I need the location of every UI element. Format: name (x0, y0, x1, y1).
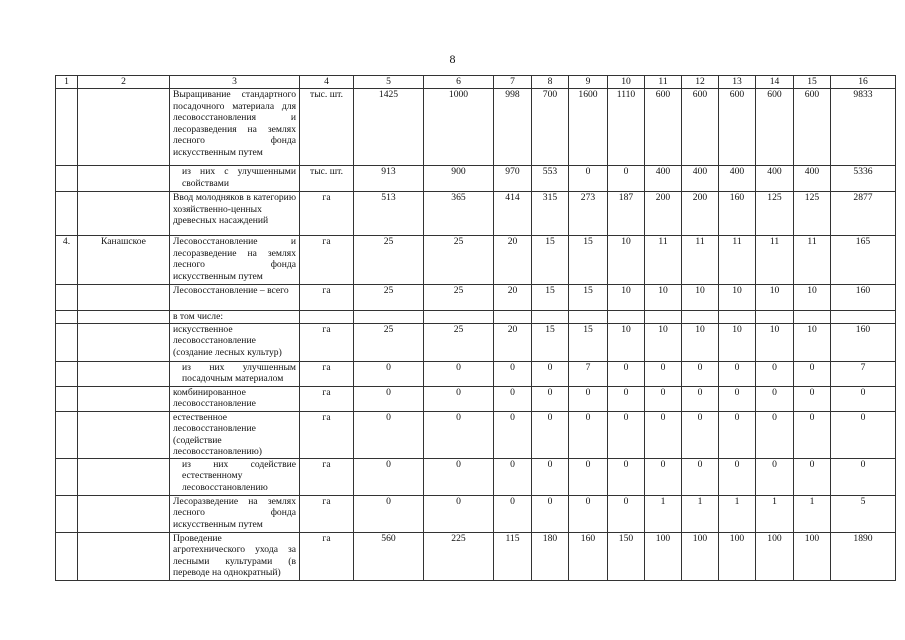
value-cell (831, 311, 896, 324)
value-cell: 0 (354, 361, 424, 386)
value-cell: 100 (756, 532, 794, 580)
district-cell (78, 89, 170, 166)
value-cell: 10 (645, 285, 682, 311)
indicator-cell: Лесоразведение на землях лесного фонда искусственным путем (170, 495, 300, 532)
indicator-cell: из них содействие естественному лесовосстановлению (170, 458, 300, 495)
unit-cell: тыс. шт. (300, 166, 354, 192)
value-cell: 0 (424, 495, 494, 532)
value-cell: 998 (494, 89, 532, 166)
value-cell: 0 (569, 166, 608, 192)
value-cell: 165 (831, 236, 896, 285)
unit-cell: га (300, 495, 354, 532)
value-cell: 25 (424, 285, 494, 311)
indicator-cell: из них улучшенным посадочным материалом (170, 361, 300, 386)
indicator-cell: Лесовосстановление – всего (170, 285, 300, 311)
value-cell: 0 (494, 411, 532, 458)
row-number-cell (56, 458, 78, 495)
district-cell (78, 458, 170, 495)
value-cell: 0 (831, 411, 896, 458)
value-cell: 0 (424, 361, 494, 386)
value-cell: 0 (608, 361, 645, 386)
value-cell: 400 (719, 166, 756, 192)
value-cell: 0 (532, 386, 569, 411)
value-cell: 400 (682, 166, 719, 192)
value-cell: 10 (608, 285, 645, 311)
column-number-cell: 5 (354, 76, 424, 89)
value-cell: 0 (682, 411, 719, 458)
row-number-cell (56, 285, 78, 311)
value-cell: 0 (794, 411, 831, 458)
value-cell: 0 (794, 361, 831, 386)
value-cell: 273 (569, 192, 608, 236)
value-cell (532, 311, 569, 324)
value-cell: 1 (645, 495, 682, 532)
value-cell: 0 (794, 386, 831, 411)
value-cell: 20 (494, 323, 532, 361)
table-row (56, 236, 896, 285)
value-cell: 100 (719, 532, 756, 580)
value-cell (719, 311, 756, 324)
value-cell: 0 (756, 411, 794, 458)
value-cell: 115 (494, 532, 532, 580)
value-cell: 0 (494, 458, 532, 495)
value-cell: 553 (532, 166, 569, 192)
value-cell: 0 (682, 361, 719, 386)
value-cell: 1110 (608, 89, 645, 166)
value-cell: 25 (354, 236, 424, 285)
unit-cell (300, 311, 354, 324)
value-cell: 0 (682, 386, 719, 411)
row-number-cell (56, 386, 78, 411)
value-cell: 0 (645, 386, 682, 411)
row-number-cell (56, 411, 78, 458)
value-cell: 400 (756, 166, 794, 192)
value-cell: 0 (532, 495, 569, 532)
value-cell: 100 (682, 532, 719, 580)
value-cell: 7 (831, 361, 896, 386)
value-cell: 365 (424, 192, 494, 236)
value-cell: 0 (756, 361, 794, 386)
value-cell: 0 (645, 411, 682, 458)
table-row (56, 411, 896, 458)
value-cell: 0 (719, 361, 756, 386)
value-cell: 0 (608, 166, 645, 192)
value-cell: 10 (719, 323, 756, 361)
value-cell: 200 (645, 192, 682, 236)
value-cell: 0 (719, 458, 756, 495)
value-cell (608, 311, 645, 324)
value-cell: 0 (569, 458, 608, 495)
value-cell: 1 (719, 495, 756, 532)
value-cell (424, 311, 494, 324)
value-cell: 0 (569, 386, 608, 411)
value-cell: 315 (532, 192, 569, 236)
table-row (56, 311, 896, 324)
row-number-cell (56, 311, 78, 324)
column-number-cell: 6 (424, 76, 494, 89)
table-row (56, 323, 896, 361)
unit-cell: тыс. шт. (300, 89, 354, 166)
value-cell: 0 (645, 361, 682, 386)
value-cell: 1425 (354, 89, 424, 166)
table-row (56, 89, 896, 166)
value-cell: 1890 (831, 532, 896, 580)
value-cell (569, 311, 608, 324)
value-cell: 0 (756, 458, 794, 495)
value-cell: 1600 (569, 89, 608, 166)
value-cell: 0 (608, 386, 645, 411)
value-cell: 600 (756, 89, 794, 166)
column-number-cell: 4 (300, 76, 354, 89)
value-cell: 400 (794, 166, 831, 192)
value-cell: 0 (831, 458, 896, 495)
row-number-cell (56, 495, 78, 532)
value-cell: 5336 (831, 166, 896, 192)
value-cell: 400 (645, 166, 682, 192)
value-cell: 11 (794, 236, 831, 285)
value-cell: 10 (719, 285, 756, 311)
row-number-cell (56, 361, 78, 386)
district-cell (78, 386, 170, 411)
value-cell (494, 311, 532, 324)
column-number-cell: 3 (170, 76, 300, 89)
value-cell: 100 (794, 532, 831, 580)
value-cell: 1000 (424, 89, 494, 166)
table-row (56, 458, 896, 495)
value-cell: 10 (794, 285, 831, 311)
value-cell: 0 (494, 495, 532, 532)
unit-cell: га (300, 458, 354, 495)
value-cell: 0 (645, 458, 682, 495)
row-number-cell (56, 323, 78, 361)
unit-cell: га (300, 386, 354, 411)
indicator-cell: в том числе: (170, 311, 300, 324)
value-cell: 11 (719, 236, 756, 285)
value-cell: 10 (608, 236, 645, 285)
value-cell: 160 (831, 285, 896, 311)
value-cell: 10 (682, 285, 719, 311)
value-cell: 0 (532, 361, 569, 386)
value-cell: 160 (719, 192, 756, 236)
value-cell: 0 (424, 458, 494, 495)
indicator-cell: Выращивание стандартного посадочного материала для лесовосстановления и лесоразведения на землях лесного фонда искусственным путем (170, 89, 300, 166)
value-cell: 10 (608, 323, 645, 361)
district-cell: Канашское (78, 236, 170, 285)
indicator-cell: комбинированное лесовосстановление (170, 386, 300, 411)
unit-cell: га (300, 285, 354, 311)
page-number: 8 (449, 52, 456, 66)
district-cell (78, 361, 170, 386)
value-cell: 0 (608, 411, 645, 458)
value-cell: 0 (608, 495, 645, 532)
value-cell: 0 (569, 411, 608, 458)
district-cell (78, 192, 170, 236)
value-cell: 10 (682, 323, 719, 361)
value-cell: 25 (354, 323, 424, 361)
indicator-cell: Ввод молодняков в категорию хозяйственно-ценных древесных насаждений (170, 192, 300, 236)
column-number-cell: 8 (532, 76, 569, 89)
value-cell: 414 (494, 192, 532, 236)
value-cell: 25 (424, 323, 494, 361)
value-cell: 0 (719, 411, 756, 458)
value-cell: 700 (532, 89, 569, 166)
value-cell: 600 (719, 89, 756, 166)
row-number-cell (56, 89, 78, 166)
value-cell: 1 (794, 495, 831, 532)
column-number-cell: 9 (569, 76, 608, 89)
unit-cell: га (300, 532, 354, 580)
value-cell: 15 (569, 236, 608, 285)
value-cell (645, 311, 682, 324)
value-cell (682, 311, 719, 324)
value-cell: 7 (569, 361, 608, 386)
unit-cell: га (300, 411, 354, 458)
column-number-cell: 14 (756, 76, 794, 89)
value-cell: 970 (494, 166, 532, 192)
value-cell: 0 (719, 386, 756, 411)
value-cell: 160 (569, 532, 608, 580)
value-cell: 1 (682, 495, 719, 532)
value-cell: 0 (354, 458, 424, 495)
table-row (56, 166, 896, 192)
value-cell: 11 (682, 236, 719, 285)
value-cell: 0 (354, 386, 424, 411)
value-cell: 15 (532, 323, 569, 361)
value-cell: 125 (794, 192, 831, 236)
value-cell: 20 (494, 236, 532, 285)
unit-cell: га (300, 236, 354, 285)
table-row (56, 361, 896, 386)
value-cell: 600 (682, 89, 719, 166)
value-cell: 913 (354, 166, 424, 192)
value-cell: 600 (645, 89, 682, 166)
value-cell: 0 (354, 495, 424, 532)
value-cell: 225 (424, 532, 494, 580)
indicator-cell: естественное лесовосстановление (содействие лесовосстановлению) (170, 411, 300, 458)
value-cell (354, 311, 424, 324)
value-cell: 10 (645, 323, 682, 361)
row-number-cell (56, 192, 78, 236)
row-number-cell (56, 532, 78, 580)
value-cell: 100 (645, 532, 682, 580)
value-cell: 513 (354, 192, 424, 236)
value-cell: 0 (569, 495, 608, 532)
value-cell: 9833 (831, 89, 896, 166)
value-cell: 200 (682, 192, 719, 236)
value-cell (756, 311, 794, 324)
column-number-cell: 2 (78, 76, 170, 89)
district-cell (78, 323, 170, 361)
value-cell: 15 (569, 285, 608, 311)
value-cell: 900 (424, 166, 494, 192)
table-row (56, 386, 896, 411)
value-cell: 20 (494, 285, 532, 311)
column-number-cell: 10 (608, 76, 645, 89)
value-cell: 0 (532, 411, 569, 458)
unit-cell: га (300, 361, 354, 386)
column-number-cell: 1 (56, 76, 78, 89)
value-cell: 25 (424, 236, 494, 285)
indicator-cell: из них с улучшенными свойствами (170, 166, 300, 192)
indicator-cell: Проведение агротехнического ухода за лесными культурами (в переводе на однократный) (170, 532, 300, 580)
column-number-cell: 7 (494, 76, 532, 89)
column-number-cell: 11 (645, 76, 682, 89)
value-cell: 0 (494, 361, 532, 386)
value-cell: 15 (532, 285, 569, 311)
district-cell (78, 166, 170, 192)
district-cell (78, 495, 170, 532)
value-cell: 10 (756, 285, 794, 311)
value-cell: 160 (831, 323, 896, 361)
column-number-cell: 15 (794, 76, 831, 89)
value-cell: 0 (794, 458, 831, 495)
value-cell: 0 (682, 458, 719, 495)
value-cell: 187 (608, 192, 645, 236)
value-cell: 1 (756, 495, 794, 532)
district-cell (78, 285, 170, 311)
value-cell: 5 (831, 495, 896, 532)
table-row (56, 495, 896, 532)
value-cell: 0 (608, 458, 645, 495)
district-cell (78, 411, 170, 458)
table-row (56, 192, 896, 236)
column-number-cell: 13 (719, 76, 756, 89)
column-number-cell: 16 (831, 76, 896, 89)
value-cell: 10 (794, 323, 831, 361)
value-cell: 11 (645, 236, 682, 285)
value-cell: 125 (756, 192, 794, 236)
forestry-plan-table (55, 75, 896, 581)
unit-cell: га (300, 192, 354, 236)
value-cell: 0 (756, 386, 794, 411)
district-cell (78, 311, 170, 324)
value-cell: 600 (794, 89, 831, 166)
value-cell: 15 (532, 236, 569, 285)
value-cell: 15 (569, 323, 608, 361)
value-cell: 25 (354, 285, 424, 311)
value-cell (794, 311, 831, 324)
value-cell: 0 (354, 411, 424, 458)
value-cell: 0 (532, 458, 569, 495)
value-cell: 2877 (831, 192, 896, 236)
value-cell: 11 (756, 236, 794, 285)
value-cell: 0 (831, 386, 896, 411)
district-cell (78, 532, 170, 580)
row-number-cell: 4. (56, 236, 78, 285)
value-cell: 10 (756, 323, 794, 361)
row-number-cell (56, 166, 78, 192)
column-number-row (56, 76, 896, 89)
value-cell: 560 (354, 532, 424, 580)
unit-cell: га (300, 323, 354, 361)
value-cell: 180 (532, 532, 569, 580)
value-cell: 0 (494, 386, 532, 411)
column-number-cell: 12 (682, 76, 719, 89)
value-cell: 150 (608, 532, 645, 580)
indicator-cell: Лесовосстановление и лесоразведение на землях лесного фонда искусственным путем (170, 236, 300, 285)
value-cell: 0 (424, 386, 494, 411)
table-row (56, 532, 896, 580)
value-cell: 0 (424, 411, 494, 458)
indicator-cell: искусственное лесовосстановление (создание лесных культур) (170, 323, 300, 361)
table-row (56, 285, 896, 311)
